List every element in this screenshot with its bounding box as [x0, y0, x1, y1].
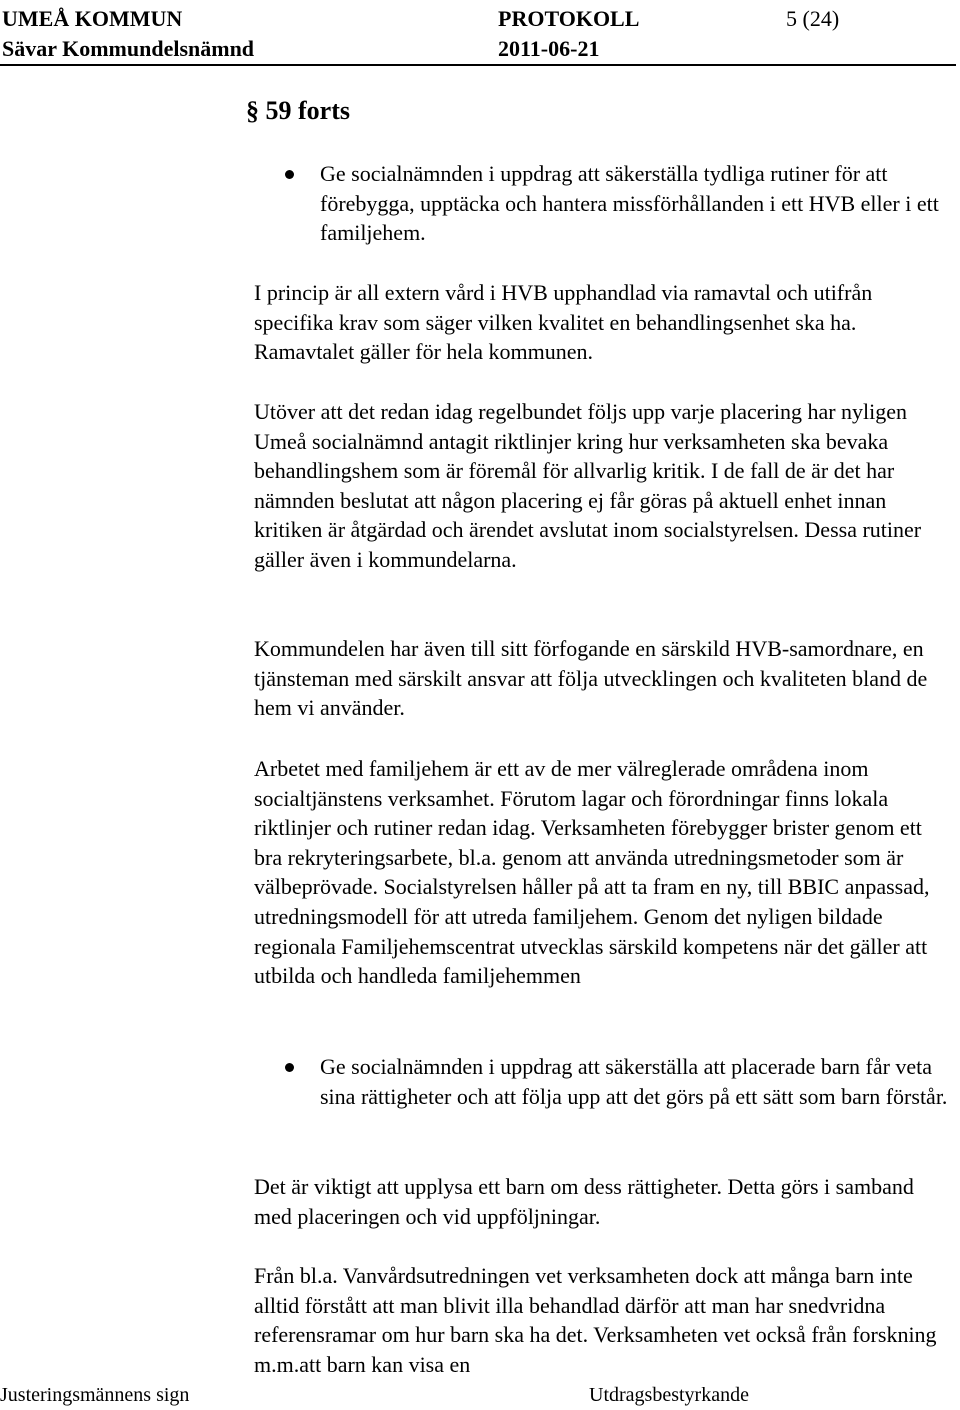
bullet-text-1: Ge socialnämnden i uppdrag att säkerställa tydliga rutiner för att förebygga, upptäcka och hantera missförhållanden i ett HVB eller i ett familjehem. [320, 161, 939, 246]
paragraph-4: Arbetet med familjehem är ett av de mer välreglerade områdena inom socialtjänstens verksamhet. Förutom lagar och förordningar finns lokala riktlinjer och rutiner redan idag. Verksamheten förebygger brister genom ett bra rekryteringsarbete, bl.a. genom att använda utredningsmetoder som är välbeprövade. Socialstyrelsen håller på att ta fram en ny, till BBIC anpassad, utredningsmodell för att utreda familjehem. Genom det nyligen bildade regionala Familjehemscentrat utvecklas särskild kompetens när det gäller att utbilda och handleda familjehemmen [254, 756, 930, 989]
header-org: UMEÅ KOMMUN [2, 6, 183, 31]
header-date: 2011-06-21 [498, 36, 600, 61]
bullet-text-2: Ge socialnämnden i uppdrag att säkerställa att placerade barn får veta sina rättigheter och att följa upp att det görs på ett sätt som barn förstår. [320, 1054, 948, 1109]
paragraph-1: I princip är all extern vård i HVB upphandlad via ramavtal och utifrån specifika krav som säger vilken kvalitet en behandlingsenhet ska ha. Ramavtalet gäller för hela kommunen. [254, 280, 873, 365]
header-doc-type: PROTOKOLL [498, 6, 640, 31]
page-header [0, 0, 960, 64]
paragraph-6: Från bl.a. Vanvårdsutredningen vet verksamheten dock att många barn inte alltid förstått att man blivit illa behandlad därför att man har snedvridna referensramar om hur barn ska ha det. Verksamheten vet också från forskning m.m.att barn kan visa en [254, 1263, 937, 1377]
header-board: Sävar Kommundelsnämnd [2, 36, 255, 61]
footer-certification-label: Utdragsbestyrkande [589, 1384, 749, 1406]
paragraph-2: Utöver att det redan idag regelbundet följs upp varje placering har nyligen Umeå socialnämnd antagit riktlinjer kring hur verksamheten ska bevaka behandlingshem som är föremål för allvarlig kritik. I de fall de är det har nämnden beslutat att någon placering ej får göras på aktuell enhet innan kritiken är åtgärdad och ärendet avslutat inom socialstyrelsen. Dessa rutiner gäller även i kommundelarna. [254, 399, 922, 572]
bullet-icon [285, 1063, 294, 1072]
paragraph-3: Kommundelen har även till sitt förfogande en särskild HVB-samordnare, en tjänsteman med särskilt ansvar att följa utvecklingen och kvaliteten bland de hem vi använder. [254, 636, 928, 721]
footer-signature-label: Justeringsmännens sign [0, 1384, 190, 1406]
section-heading: § 59 forts [246, 96, 350, 125]
header-page-number: 5 (24) [786, 6, 840, 31]
bullet-icon [285, 170, 294, 179]
header-divider [0, 64, 956, 66]
paragraph-5: Det är viktigt att upplysa ett barn om dess rättigheter. Detta görs i samband med placeringen och vid uppföljningar. [254, 1174, 914, 1229]
